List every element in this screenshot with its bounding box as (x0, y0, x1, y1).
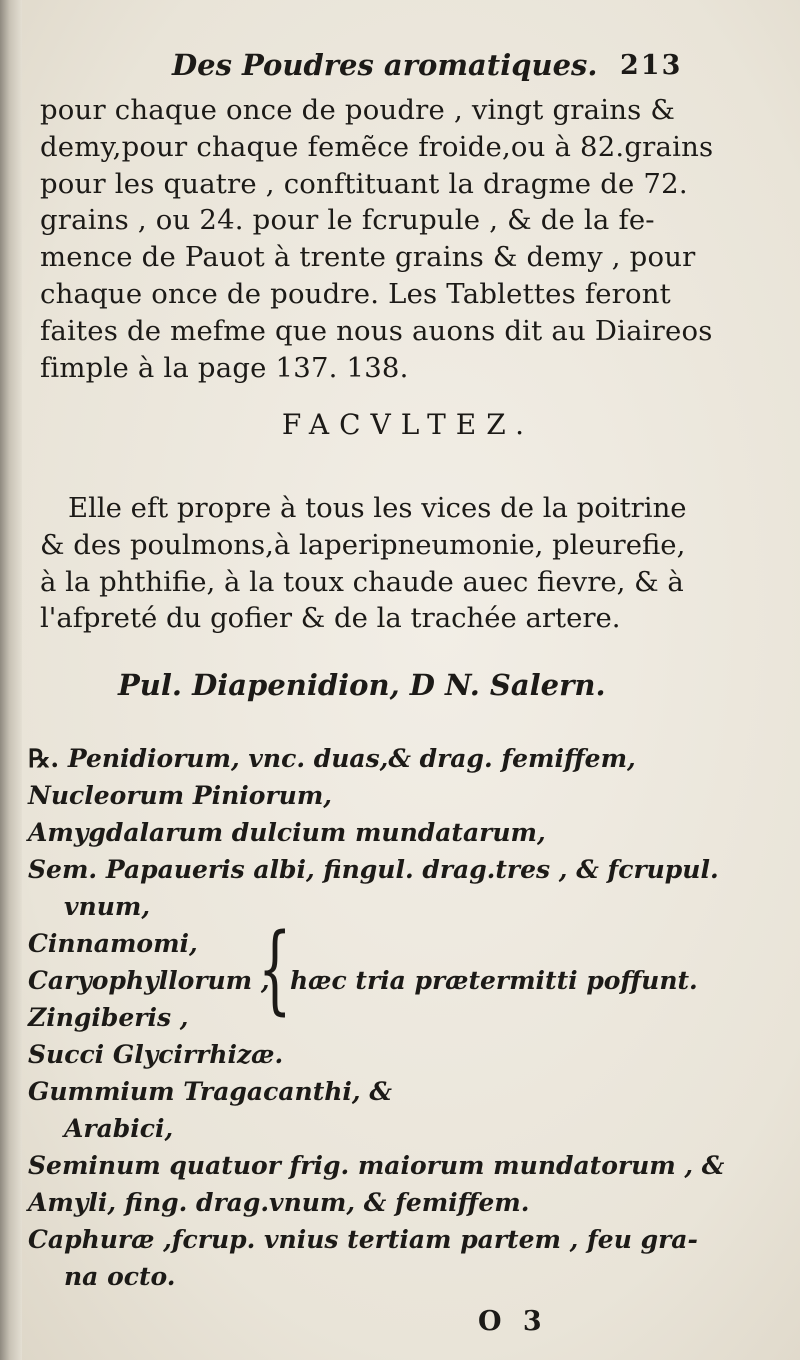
text-line: & des poulmons,à laperipneumonie, pleurefie, (40, 528, 686, 561)
ingredient-line: Sem. Papaueris albi, fingul. drag.tres , & fcrupul. (28, 855, 719, 884)
ingredient-line: Arabici, (64, 1114, 174, 1143)
page-gutter-shadow (0, 0, 22, 1360)
text-line: Elle eft propre à tous les vices de la poitrine (68, 492, 687, 524)
page-header (40, 48, 782, 92)
text-line: à la phthifie, à la toux chaude auec fievre, & à (40, 565, 684, 598)
recipe-ingredients (28, 740, 790, 1295)
recipe-symbol-icon: ℞. (28, 744, 60, 773)
ingredient-line: Caryophyllorum , (28, 966, 270, 995)
ingredient-line: Gummium Tragacanthi, & (28, 1077, 392, 1106)
ingredient-line: Amygdalarum dulcium mundatarum, (28, 818, 546, 847)
text-line: pour chaque once de poudre , vingt grains & (40, 94, 676, 126)
text-line: grains , ou 24. pour le fcrupule , & de la fe- (40, 204, 655, 237)
text-line: chaque once de poudre. Les Tablettes feront (40, 277, 671, 310)
optional-spices-group (28, 913, 790, 1036)
ingredient-line: Cinnamomi, (28, 929, 198, 958)
text-line: mence de Pauot à trente grains & demy , pour (40, 241, 696, 274)
section-heading: FACVLTEZ. (281, 408, 535, 441)
ingredient-line: Caphuræ ,fcrup. vnius tertiam partem , feu gra- (28, 1225, 698, 1254)
ingredient-line: Seminum quatuor frig. maiorum mundatorum , & (28, 1151, 725, 1180)
running-head: Des Poudres aromatiques. (172, 48, 598, 82)
text-line: faites de mefme que nous auons dit au Diaireos (40, 314, 713, 347)
page-number: 213 (620, 50, 683, 81)
ingredient-line: Nucleorum Piniorum, (28, 781, 332, 810)
text-line: l'afpreté du gofier & de la trachée artere. (40, 602, 621, 635)
text-line: demy,pour chaque femẽce froide,ou à 82.grains (40, 130, 714, 163)
ingredient-line: ℞. Penidiorum, vnc. duas,& drag. femiffem, (28, 744, 636, 773)
text-line: pour les quatre , conftituant la dragme de 72. (40, 167, 688, 200)
ingredient-line: vnum, (64, 892, 151, 921)
ingredient-line: Zingiberis , (28, 1003, 189, 1032)
ingredient-line: Succi Glycirrhizæ. (28, 1040, 284, 1069)
paragraph-faculties (40, 490, 782, 637)
ingredient-line: Amyli, fing. drag.vnum, & femiffem. (28, 1188, 530, 1217)
text-line: fimple à la page 137. 138. (40, 351, 409, 384)
signature-mark: O 3 (478, 1306, 548, 1337)
brace-note: hæc tria prætermitti poffunt. (290, 966, 698, 995)
curly-brace-icon: { (258, 913, 292, 1025)
ingredient-line: na octo. (64, 1262, 176, 1291)
paragraph-preparation (40, 92, 782, 386)
recipe-title: Pul. Diapenidion, D N. Salern. (118, 668, 606, 702)
